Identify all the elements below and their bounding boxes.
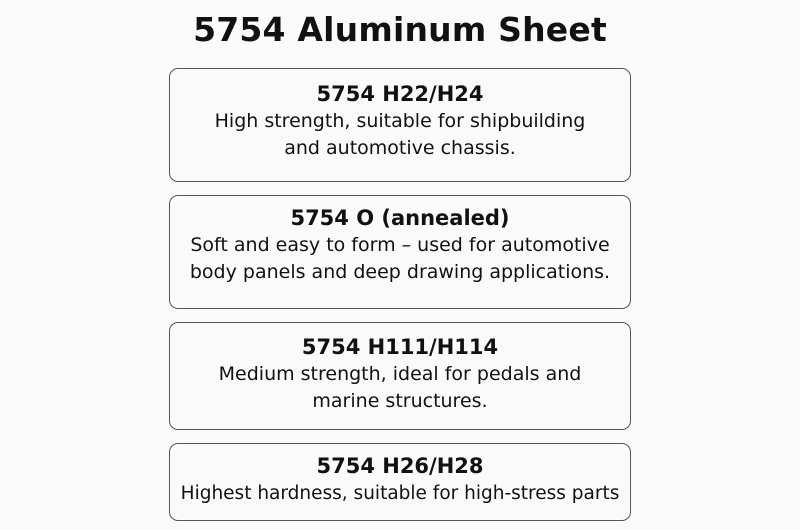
card-description [170, 232, 630, 286]
temper-card-o-annealed [169, 195, 631, 309]
card-description [170, 108, 630, 162]
card-heading: 5754 H111/H114 [301, 335, 499, 359]
card-heading: 5754 H22/H24 [316, 82, 484, 106]
temper-card-h22-h24 [169, 68, 631, 182]
temper-card-h111-h114 [169, 322, 631, 430]
card-description [170, 361, 630, 415]
card-description-line: Soft and easy to form – used for automotive [190, 234, 610, 256]
card-description-line: body panels and deep drawing applications. [189, 261, 611, 283]
card-heading: 5754 H26/H28 [316, 454, 484, 478]
card-heading: 5754 O (annealed) [290, 206, 510, 230]
card-description-line: and automotive chassis. [284, 137, 516, 159]
card-description-line: marine structures. [312, 390, 488, 412]
page-title: 5754 Aluminum Sheet [193, 10, 607, 49]
temper-card-h26-h28 [169, 443, 631, 521]
card-description [170, 480, 630, 507]
card-description-line: Medium strength, ideal for pedals and [218, 363, 582, 385]
card-description-line: High strength, suitable for shipbuilding [214, 110, 586, 132]
card-description-line: Highest hardness, suitable for high-stress parts [180, 483, 620, 504]
